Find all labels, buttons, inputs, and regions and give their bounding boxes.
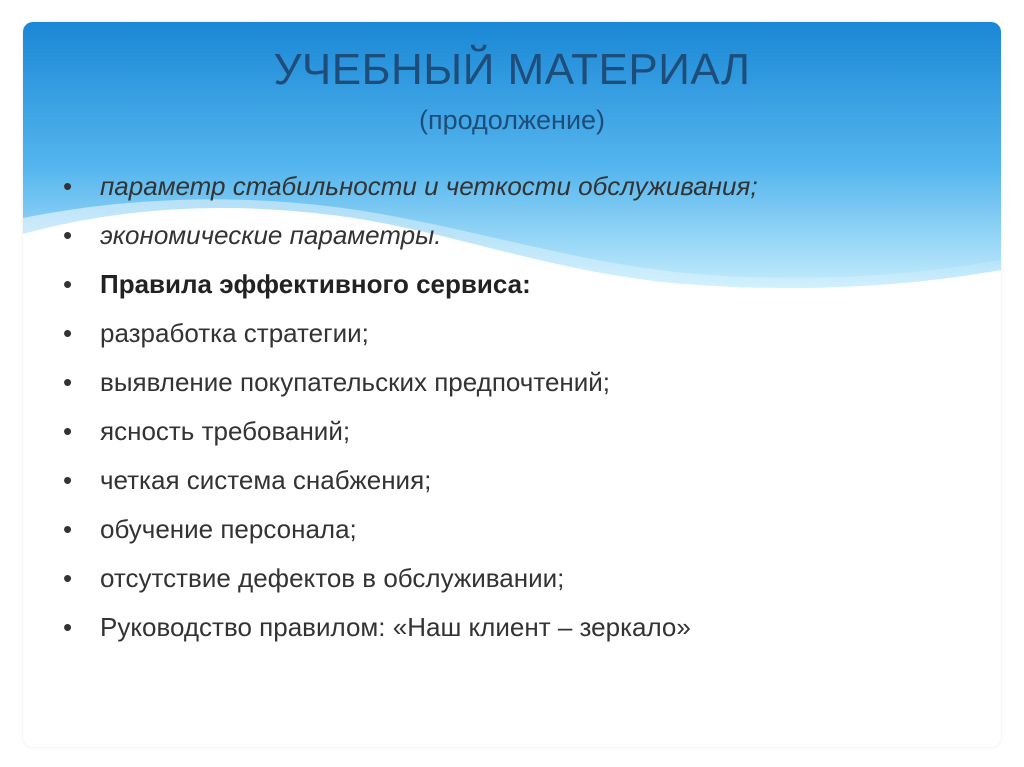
bullet-icon: • bbox=[63, 612, 73, 642]
list-item bbox=[63, 170, 983, 202]
list-item-text: ясность требований; bbox=[100, 416, 351, 446]
bullet-icon: • bbox=[63, 367, 73, 397]
list-item-text: Руководство правилом: «Наш клиент – зеркало» bbox=[100, 612, 691, 642]
slide-subtitle: (продолжение) bbox=[418, 105, 606, 135]
list-item bbox=[63, 513, 983, 545]
list-item bbox=[63, 415, 983, 447]
bullet-list bbox=[63, 170, 983, 660]
slide-title: УЧЕБНЫЙ МАТЕРИАЛ bbox=[273, 45, 751, 94]
list-item-text: отсутствие дефектов в обслуживании; bbox=[100, 563, 565, 593]
list-item-heading: Правила эффективного сервиса: bbox=[100, 269, 531, 299]
list-item-text: параметр стабильности и четкости обслуживания; bbox=[100, 171, 758, 201]
bullet-icon: • bbox=[63, 514, 73, 544]
list-item-text: разработка стратегии; bbox=[100, 318, 369, 348]
list-item bbox=[63, 317, 983, 349]
list-item-text: обучение персонала; bbox=[100, 514, 357, 544]
list-item bbox=[63, 464, 983, 496]
list-item-text: экономические параметры. bbox=[100, 220, 442, 250]
bullet-icon: • bbox=[63, 318, 73, 348]
title-block bbox=[23, 44, 1001, 138]
bullet-icon: • bbox=[63, 465, 73, 495]
bullet-icon: • bbox=[63, 269, 73, 299]
bullet-icon: • bbox=[63, 416, 73, 446]
list-item bbox=[63, 611, 983, 643]
slide bbox=[23, 22, 1001, 747]
list-item-text: четкая система снабжения; bbox=[100, 465, 432, 495]
list-item bbox=[63, 268, 983, 300]
bullet-icon: • bbox=[63, 563, 73, 593]
list-item bbox=[63, 219, 983, 251]
list-item-text: выявление покупательских предпочтений; bbox=[100, 367, 611, 397]
list-item bbox=[63, 562, 983, 594]
bullet-icon: • bbox=[63, 220, 73, 250]
bullet-icon: • bbox=[63, 171, 73, 201]
list-item bbox=[63, 366, 983, 398]
